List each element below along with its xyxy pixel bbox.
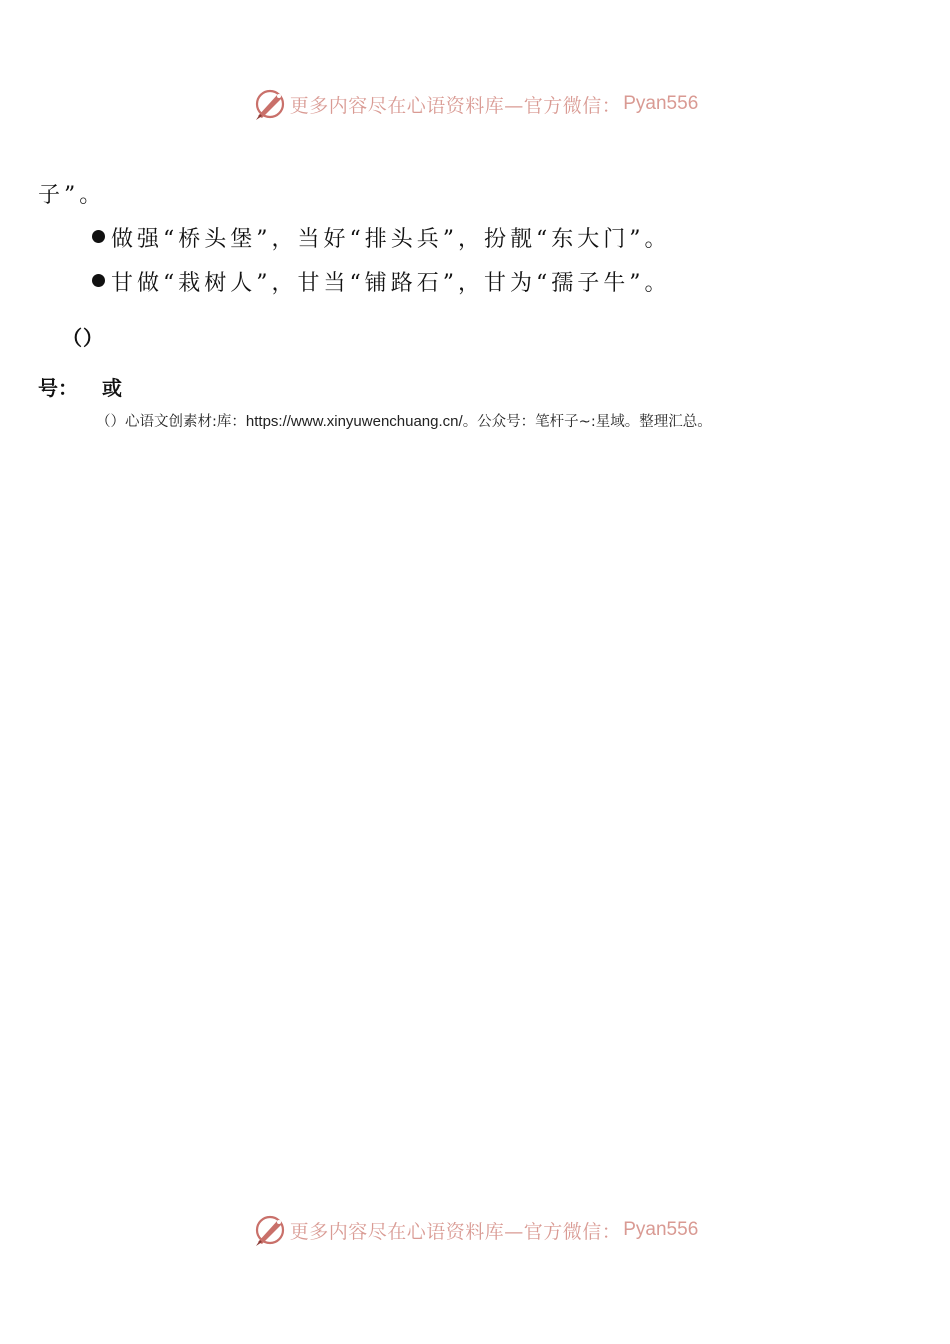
note-url-link[interactable]: https://www.xinyuwenchuang.cn/ bbox=[245, 413, 463, 430]
banner-wechat-id: Pyan556 bbox=[623, 93, 699, 114]
bullet-dot-icon bbox=[92, 230, 105, 243]
header-watermark-banner bbox=[0, 82, 950, 126]
number-value: 或 bbox=[102, 376, 122, 400]
empty-parentheses: （） bbox=[62, 326, 104, 350]
bullet-item bbox=[92, 222, 670, 253]
bullet-item bbox=[92, 266, 670, 297]
pen-logo-icon bbox=[252, 1212, 288, 1248]
footer-watermark-banner bbox=[0, 1208, 950, 1252]
banner-text: 更多内容尽在心语资料库—官方微信： bbox=[289, 1220, 622, 1243]
number-field bbox=[38, 372, 122, 401]
note-prefix: （）心语文创素材:库： bbox=[96, 414, 246, 430]
source-note bbox=[96, 410, 712, 431]
bullet-dot-icon bbox=[92, 274, 105, 287]
note-suffix: 。公众号：笔杆子~:星域。整理汇总。 bbox=[462, 414, 712, 430]
text-line-continuation: 子”。 bbox=[38, 183, 106, 208]
bullet-text: 甘做“栽树人”，甘当“铺路石”，甘为“孺子牛”。 bbox=[111, 271, 671, 296]
pen-logo-icon bbox=[252, 86, 288, 122]
number-label: 号： bbox=[38, 376, 78, 400]
banner-text: 更多内容尽在心语资料库—官方微信： bbox=[289, 94, 622, 117]
banner-wechat-id: Pyan556 bbox=[623, 1219, 699, 1240]
bullet-text: 做强“桥头堡”，当好“排头兵”，扮靓“东大门”。 bbox=[111, 227, 671, 252]
